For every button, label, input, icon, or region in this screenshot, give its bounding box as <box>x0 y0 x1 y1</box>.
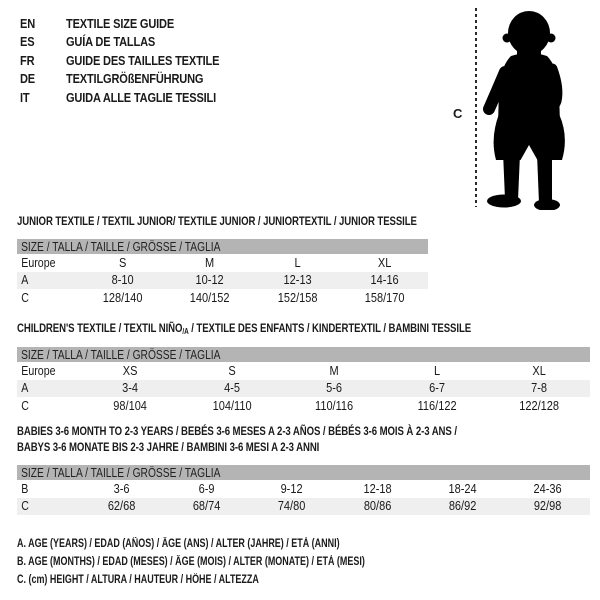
row-label: Europe <box>21 255 56 270</box>
table-cell: 14-16 <box>370 273 399 288</box>
table-cell: L <box>433 363 440 378</box>
language-title: GUIDE DES TAILLES TEXTILE <box>66 52 220 68</box>
table-cell: 6-7 <box>428 381 445 396</box>
table-row-height <box>17 289 428 307</box>
junior-size-table <box>17 239 428 307</box>
table-cell: 18-24 <box>448 481 477 496</box>
table-cell: M <box>205 255 215 270</box>
table-cell: L <box>294 255 301 270</box>
table-cell: 8-10 <box>111 273 134 288</box>
table-cell: 110/116 <box>315 398 354 413</box>
table-row-height <box>17 397 590 415</box>
table-cell: 3-4 <box>122 381 139 396</box>
table-row-europe <box>17 254 428 272</box>
table-cell: 5-6 <box>326 381 343 396</box>
language-row-it <box>20 88 246 107</box>
table-cell: 10-12 <box>195 273 224 288</box>
table-cell: 6-9 <box>198 481 215 496</box>
section-heading-junior: JUNIOR TEXTILE / TEXTIL JUNIOR/ TEXTILE JUNIOR / JUNIORTEXTIL / JUNIOR TESSILE <box>17 214 417 228</box>
language-code: IT <box>20 89 30 105</box>
table-cell: 80/86 <box>363 499 391 514</box>
table-cell: S <box>118 255 127 270</box>
footnote-age-months: B. AGE (MONTHS) / EDAD (MESES) / ÂGE (MOIS) / ALTER (MONATE) / ETÀ (MESI) <box>17 556 365 568</box>
table-cell: 7-8 <box>530 381 547 396</box>
table-cell: M <box>329 363 340 378</box>
row-label: A <box>21 273 29 288</box>
table-row-age <box>17 272 428 290</box>
table-cell: 9-12 <box>280 481 303 496</box>
table-cell: 152/158 <box>277 290 318 305</box>
table-cell: 62/68 <box>107 499 136 514</box>
row-label: B <box>21 481 29 496</box>
row-label: C <box>21 398 29 413</box>
section-heading-babies-line2: BABYS 3-6 MONATE BIS 2-3 JAHRE / BAMBINI 3-6 MESI A 2-3 ANNI <box>17 440 320 454</box>
toddler-silhouette-icon <box>482 6 566 210</box>
table-cell: 92/98 <box>533 499 562 514</box>
language-code: EN <box>20 15 36 31</box>
table-cell: 122/128 <box>519 398 559 413</box>
row-label: A <box>21 381 29 396</box>
table-cell: 104/110 <box>212 398 252 413</box>
height-measure-dotted-line <box>475 8 477 207</box>
table-cell: 68/74 <box>192 499 221 514</box>
babies-size-table <box>17 465 590 515</box>
table-cell: 128/140 <box>102 290 143 305</box>
table-cell: XL <box>377 255 392 270</box>
table-cell: 12-13 <box>283 273 312 288</box>
size-header-bar <box>17 347 590 362</box>
table-cell: XL <box>532 363 546 378</box>
language-title: GUÍA DE TALLAS <box>66 34 156 50</box>
footnote-height: C. (cm) HEIGHT / ALTURA / HAUTEUR / HÖHE / ALTEZZA <box>17 574 259 586</box>
table-cell: 158/170 <box>364 290 405 305</box>
table-cell: S <box>228 363 236 378</box>
table-cell: 98/104 <box>113 398 147 413</box>
size-header-bar <box>17 239 428 254</box>
row-label: Europe <box>21 363 56 378</box>
language-code: DE <box>20 71 36 87</box>
language-code: FR <box>20 52 35 68</box>
size-header-label: SIZE / TALLA / TAILLE / GRÖSSE / TAGLIA <box>21 239 221 254</box>
table-cell: 140/152 <box>189 290 230 305</box>
language-row-fr <box>20 51 246 70</box>
row-label: C <box>21 499 29 514</box>
language-row-es <box>20 33 246 52</box>
language-title: TEXTILGRÖßENFÜHRUNG <box>66 71 204 87</box>
table-cell: 12-18 <box>363 481 392 496</box>
language-row-de <box>20 70 246 89</box>
language-title: TEXTILE SIZE GUIDE <box>66 15 175 31</box>
heading-text: / TEXTILE DES ENFANTS / KINDERTEXTIL / BAMBINI TESSILE <box>188 321 472 335</box>
heading-subscript: /A <box>182 327 189 336</box>
children-size-table <box>17 347 590 415</box>
language-row-en <box>20 14 246 33</box>
heading-text: CHILDREN'S TEXTILE / TEXTIL NIÑO <box>17 321 183 335</box>
table-cell: 74/80 <box>278 499 306 514</box>
table-row-europe <box>17 362 590 380</box>
table-row-height <box>17 498 590 516</box>
footnote-age-years: A. AGE (YEARS) / EDAD (AÑOS) / ÂGE (ANS) / ALTER (JAHRE) / ETÀ (ANNI) <box>17 538 340 550</box>
height-measure-label: C <box>453 106 463 121</box>
language-code: ES <box>20 34 35 50</box>
table-row-age <box>17 380 590 398</box>
size-header-label: SIZE / TALLA / TAILLE / GRÖSSE / TAGLIA <box>21 465 221 480</box>
table-cell: 4-5 <box>224 381 241 396</box>
table-cell: 116/122 <box>417 398 457 413</box>
row-label: C <box>21 290 29 305</box>
table-cell: 86/92 <box>448 499 477 514</box>
section-heading-babies-line1: BABIES 3-6 MONTH TO 2-3 YEARS / BEBÉS 3-6 MESES A 2-3 AÑOS / BÉBÉS 3-6 MOIS À 2-3 ANS / <box>17 424 457 438</box>
size-header-label: SIZE / TALLA / TAILLE / GRÖSSE / TAGLIA <box>21 347 221 362</box>
table-row-age-months <box>17 480 590 498</box>
size-header-bar <box>17 465 590 480</box>
table-cell: 3-6 <box>113 481 130 496</box>
section-heading-children <box>17 321 471 336</box>
language-title: GUIDA ALLE TAGLIE TESSILI <box>66 89 217 105</box>
language-title-list <box>20 14 246 107</box>
table-cell: 24-36 <box>533 481 562 496</box>
table-cell: XS <box>122 363 138 378</box>
